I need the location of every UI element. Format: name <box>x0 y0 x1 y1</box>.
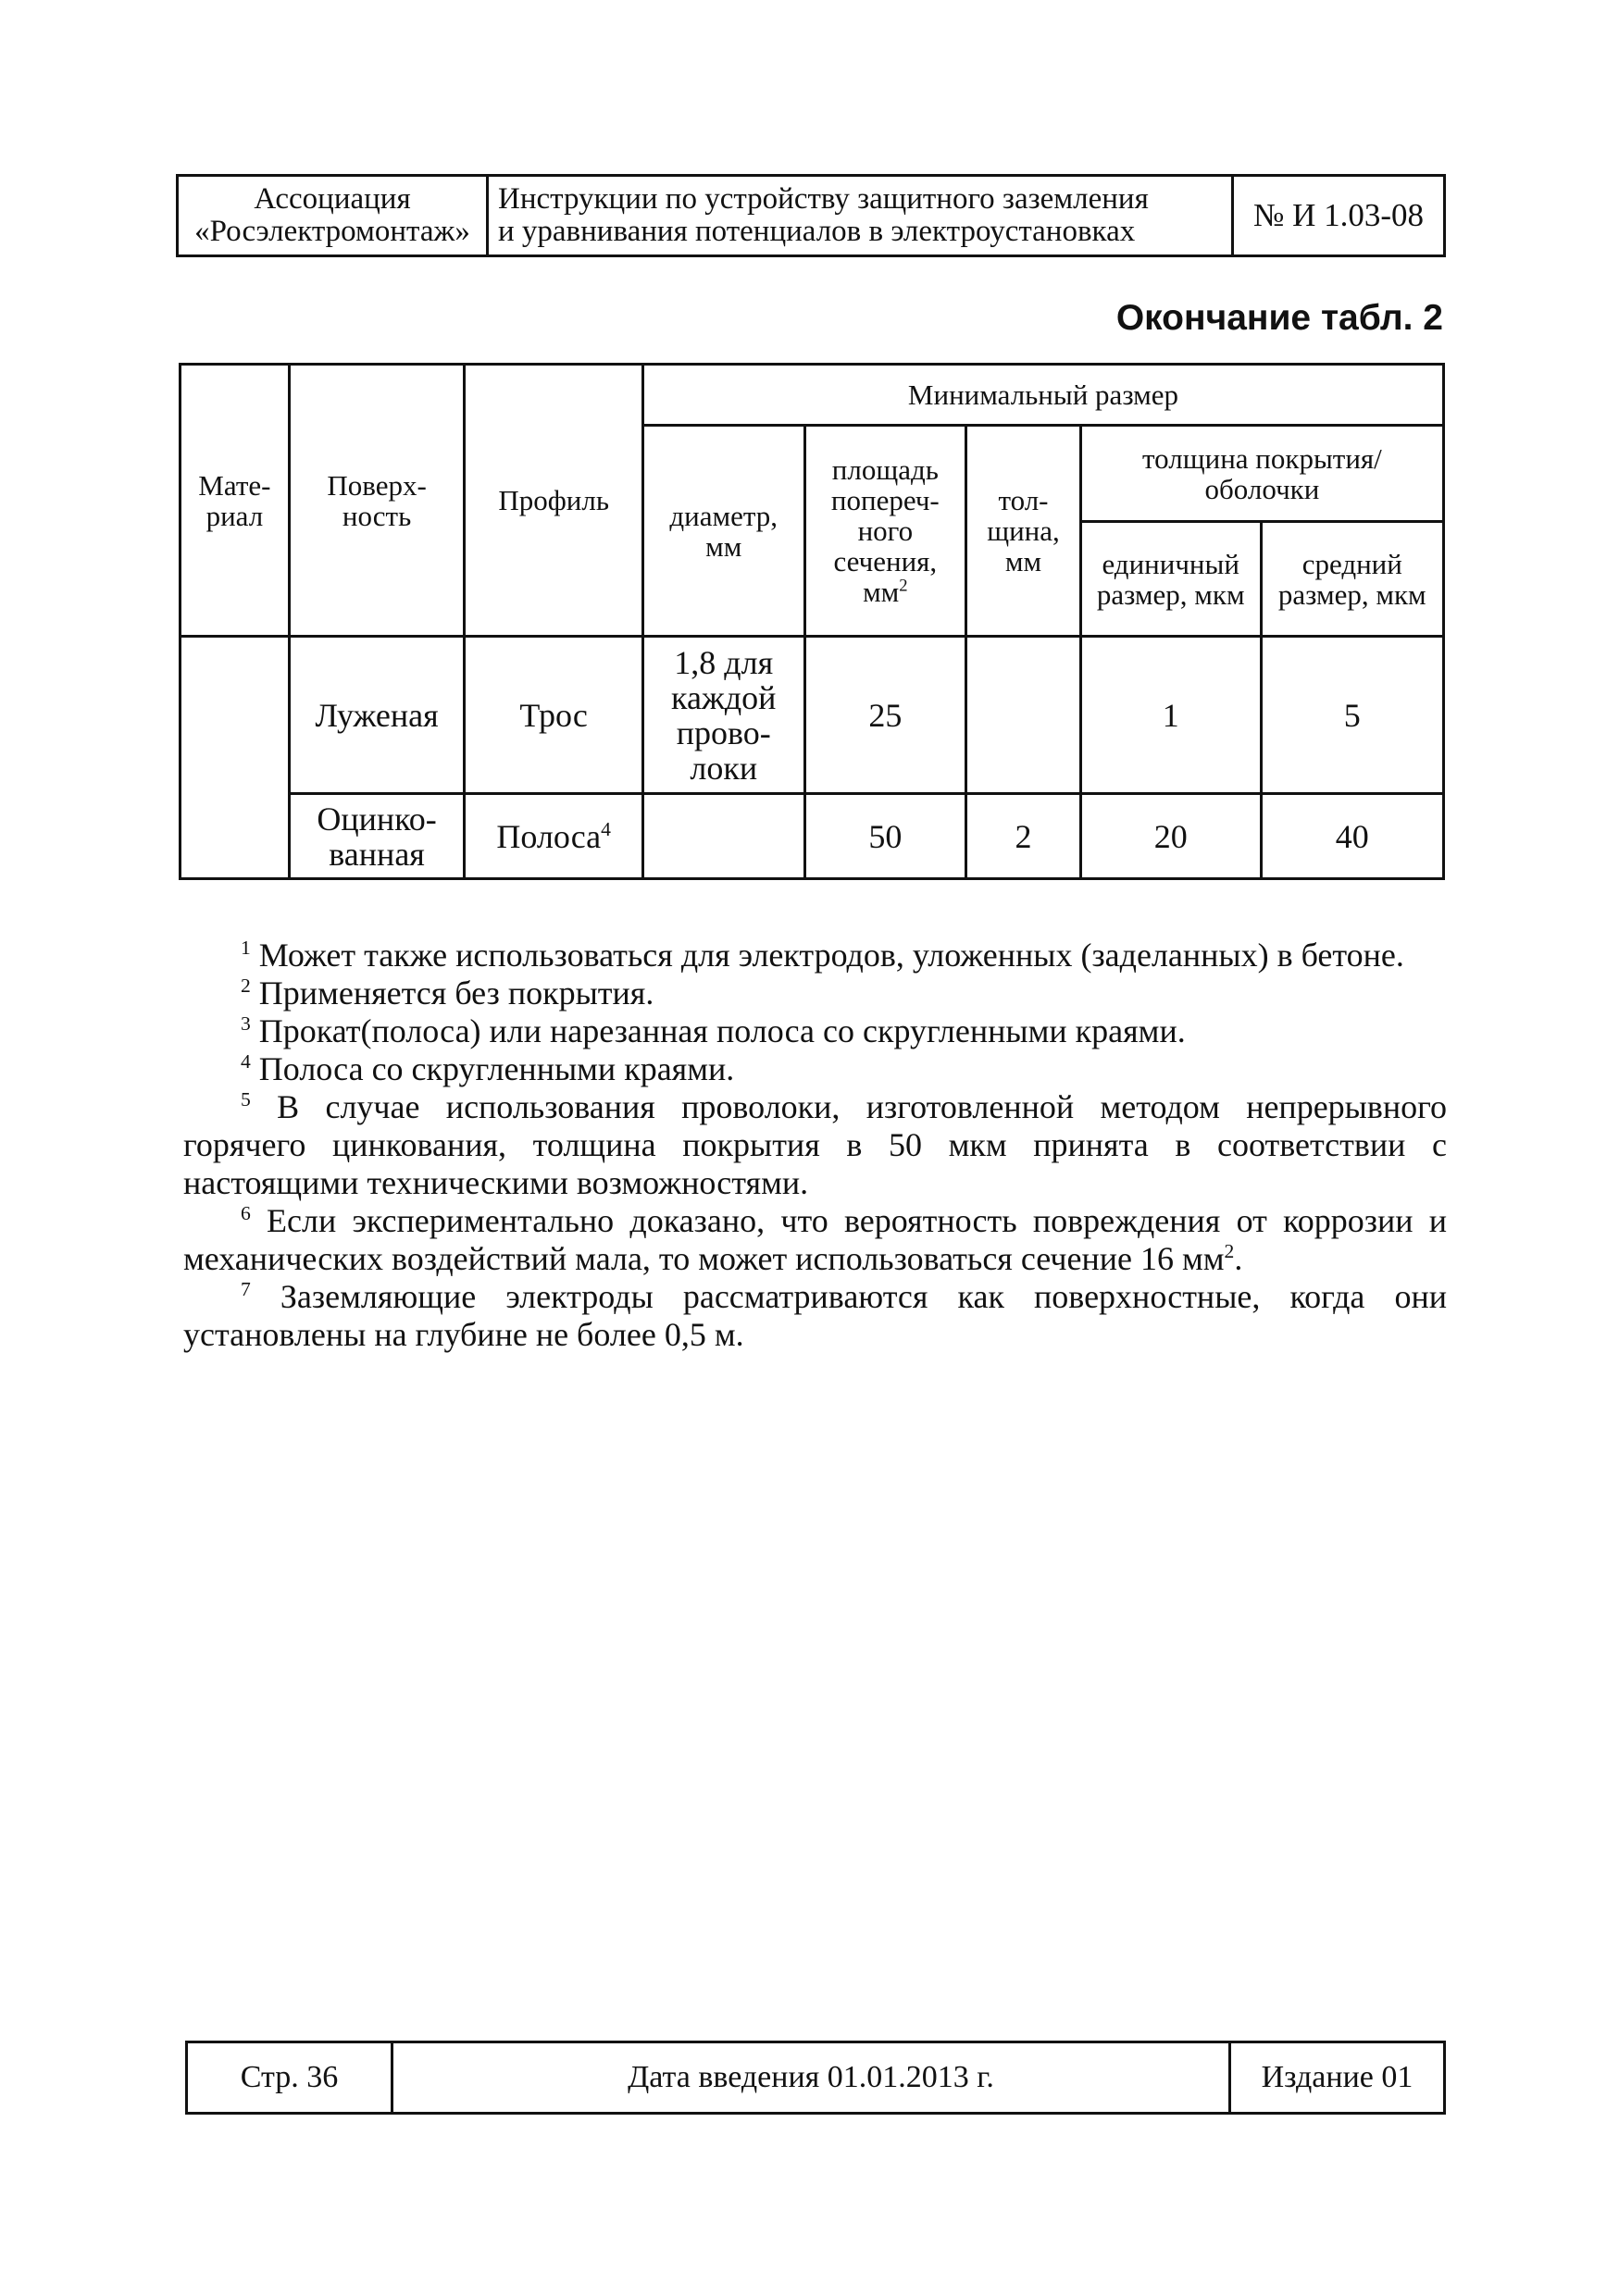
title-line-1: Инструкции по устройству защитного заземления <box>498 182 1149 216</box>
effective-date: Дата введения 01.01.2013 г. <box>393 2043 1231 2112</box>
table-row <box>181 794 1444 879</box>
title-line-2: и уравнивания потенциалов в электроустановках <box>498 215 1136 248</box>
document-footer <box>185 2041 1446 2115</box>
thickness-cell: 2 <box>966 794 1081 879</box>
th-coating: толщина покрытия/оболочки <box>1080 426 1443 522</box>
document-header <box>176 174 1446 257</box>
org-line-2: «Росэлектромонтаж» <box>194 215 470 248</box>
document-title-cell <box>489 177 1234 254</box>
th-area: площадь попереч-ного сечения, $мм^2$ <box>804 426 966 637</box>
footnote: $^6$ Если экспериментально доказано, что вероятность повреждения от коррозии и механических воздействий мала, то может использоваться сечение 16 $мм^2$. <box>183 1202 1448 1277</box>
th-profile: Профиль <box>465 365 643 637</box>
single-cell: 1 <box>1080 637 1261 794</box>
footnote: $^3$ Прокат(полоса) или нарезанная полоса со скругленными краями. <box>241 1012 1186 1049</box>
diameter-cell <box>642 794 804 879</box>
th-average: средний размер, мкм <box>1261 522 1443 637</box>
footnote: $^2$ Применяется без покрытия. <box>241 974 654 1011</box>
footnote: $^7$ Заземляющие электроды рассматриваются как поверхностные, когда они установлены на глубине не более 0,5 м. <box>183 1278 1447 1353</box>
edition: Издание 01 <box>1261 2060 1414 2094</box>
surface-cell: Оцинко-ванная <box>289 794 465 879</box>
org-line-1: Ассоциация <box>254 182 411 216</box>
area-cell: 50 <box>804 794 966 879</box>
diameter-cell: 1,8 для каждой прово-локи <box>642 637 804 794</box>
th-material: Мате-риал <box>181 365 290 637</box>
th-thickness: тол-щина, мм <box>966 426 1081 637</box>
materials-table <box>179 363 1445 880</box>
document-number: № И 1.03-08 <box>1252 197 1425 233</box>
material-cell <box>181 637 290 879</box>
average-cell: 5 <box>1261 637 1443 794</box>
footnote: $^5$ В случае использования проволоки, изготовленной методом непрерывного горячего цинкования, толщина покрытия в 50 мкм принята в соответствии с настоящими техническими возможностями. <box>183 1088 1447 1201</box>
th-surface: Поверх-ность <box>289 365 465 637</box>
footnote: $^4$ Полоса со скругленными краями. <box>241 1050 735 1087</box>
profile-cell: Трос <box>465 637 643 794</box>
page-number: Стр. 36 <box>188 2043 393 2112</box>
single-cell: 20 <box>1080 794 1261 879</box>
organization-cell <box>179 177 489 254</box>
area-cell: 25 <box>804 637 966 794</box>
th-single: единичный размер, мкм <box>1080 522 1261 637</box>
table-row <box>181 637 1444 794</box>
thickness-cell <box>966 637 1081 794</box>
header-row-1 <box>181 365 1444 426</box>
footnote: $^1$ Может также использоваться для электродов, уложенных (заделанных) в бетоне. <box>241 937 1404 974</box>
document-number-cell <box>1234 177 1443 254</box>
th-min-size: Минимальный размер <box>642 365 1443 426</box>
footnotes <box>183 937 1447 1354</box>
th-diameter: диаметр, мм <box>642 426 804 637</box>
average-cell: 40 <box>1261 794 1443 879</box>
profile-cell: Полоса$^4$ <box>465 794 643 879</box>
table-caption: Окончание табл. 2 <box>1115 298 1443 338</box>
surface-cell: Луженая <box>289 637 465 794</box>
